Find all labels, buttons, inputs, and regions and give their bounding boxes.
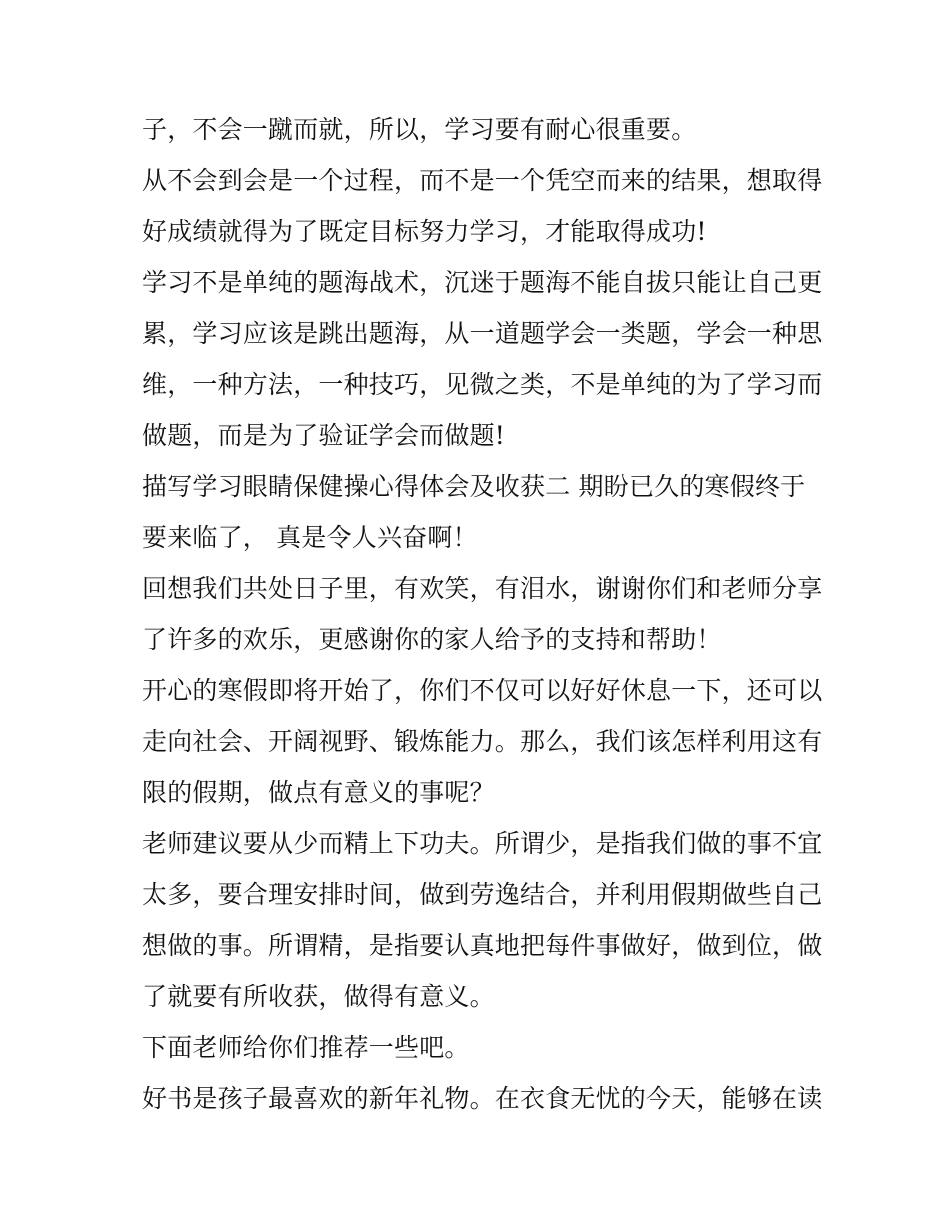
text-line: 太多，要合理安排时间，做到劳逸结合，并利用假期做些自己 <box>142 880 822 909</box>
text-line: 老师建议要从少而精上下功夫。所谓少，是指我们做的事不宜 <box>142 829 822 858</box>
text-line: 要来临了， 真是令人兴奋啊！ <box>142 523 478 552</box>
text-line: 累，学习应该是跳出题海，从一道题学会一类题，学会一种思 <box>142 319 822 348</box>
text-line: 开心的寒假即将开始了，你们不仅可以好好休息一下，还可以 <box>142 676 822 705</box>
text-line: 子，不会一蹴而就，所以，学习要有耐心很重要。 <box>142 115 697 144</box>
text-line: 走向社会、开阔视野、锻炼能力。那么，我们该怎样利用这有 <box>142 727 822 756</box>
text-line: 维，一种方法，一种技巧，见微之类，不是单纯的为了学习而 <box>142 370 822 399</box>
text-line: 从不会到会是一个过程，而不是一个凭空而来的结果，想取得 <box>142 166 822 195</box>
text-line: 下面老师给你们推荐一些吧。 <box>142 1033 470 1062</box>
text-line: 了就要有所收获，做得有意义。 <box>142 982 495 1011</box>
document-body <box>142 104 822 1124</box>
text-line: 限的假期，做点有意义的事呢？ <box>142 778 495 807</box>
text-line: 学习不是单纯的题海战术，沉迷于题海不能自拔只能让自己更 <box>142 268 822 297</box>
text-line: 想做的事。所谓精，是指要认真地把每件事做好，做到位，做 <box>142 931 822 960</box>
text-line: 描写学习眼睛保健操心得体会及收获二 期盼已久的寒假终于 <box>142 472 806 501</box>
text-line: 好书是孩子最喜欢的新年礼物。在衣食无忧的今天，能够在读 <box>142 1084 822 1113</box>
text-line: 好成绩就得为了既定目标努力学习，才能取得成功! <box>142 217 707 246</box>
text-line: 了许多的欢乐，更感谢你的家人给予的支持和帮助！ <box>142 625 722 654</box>
text-line: 回想我们共处日子里，有欢笑，有泪水，谢谢你们和老师分享 <box>142 574 822 603</box>
text-line: 做题，而是为了验证学会而做题! <box>142 421 506 450</box>
